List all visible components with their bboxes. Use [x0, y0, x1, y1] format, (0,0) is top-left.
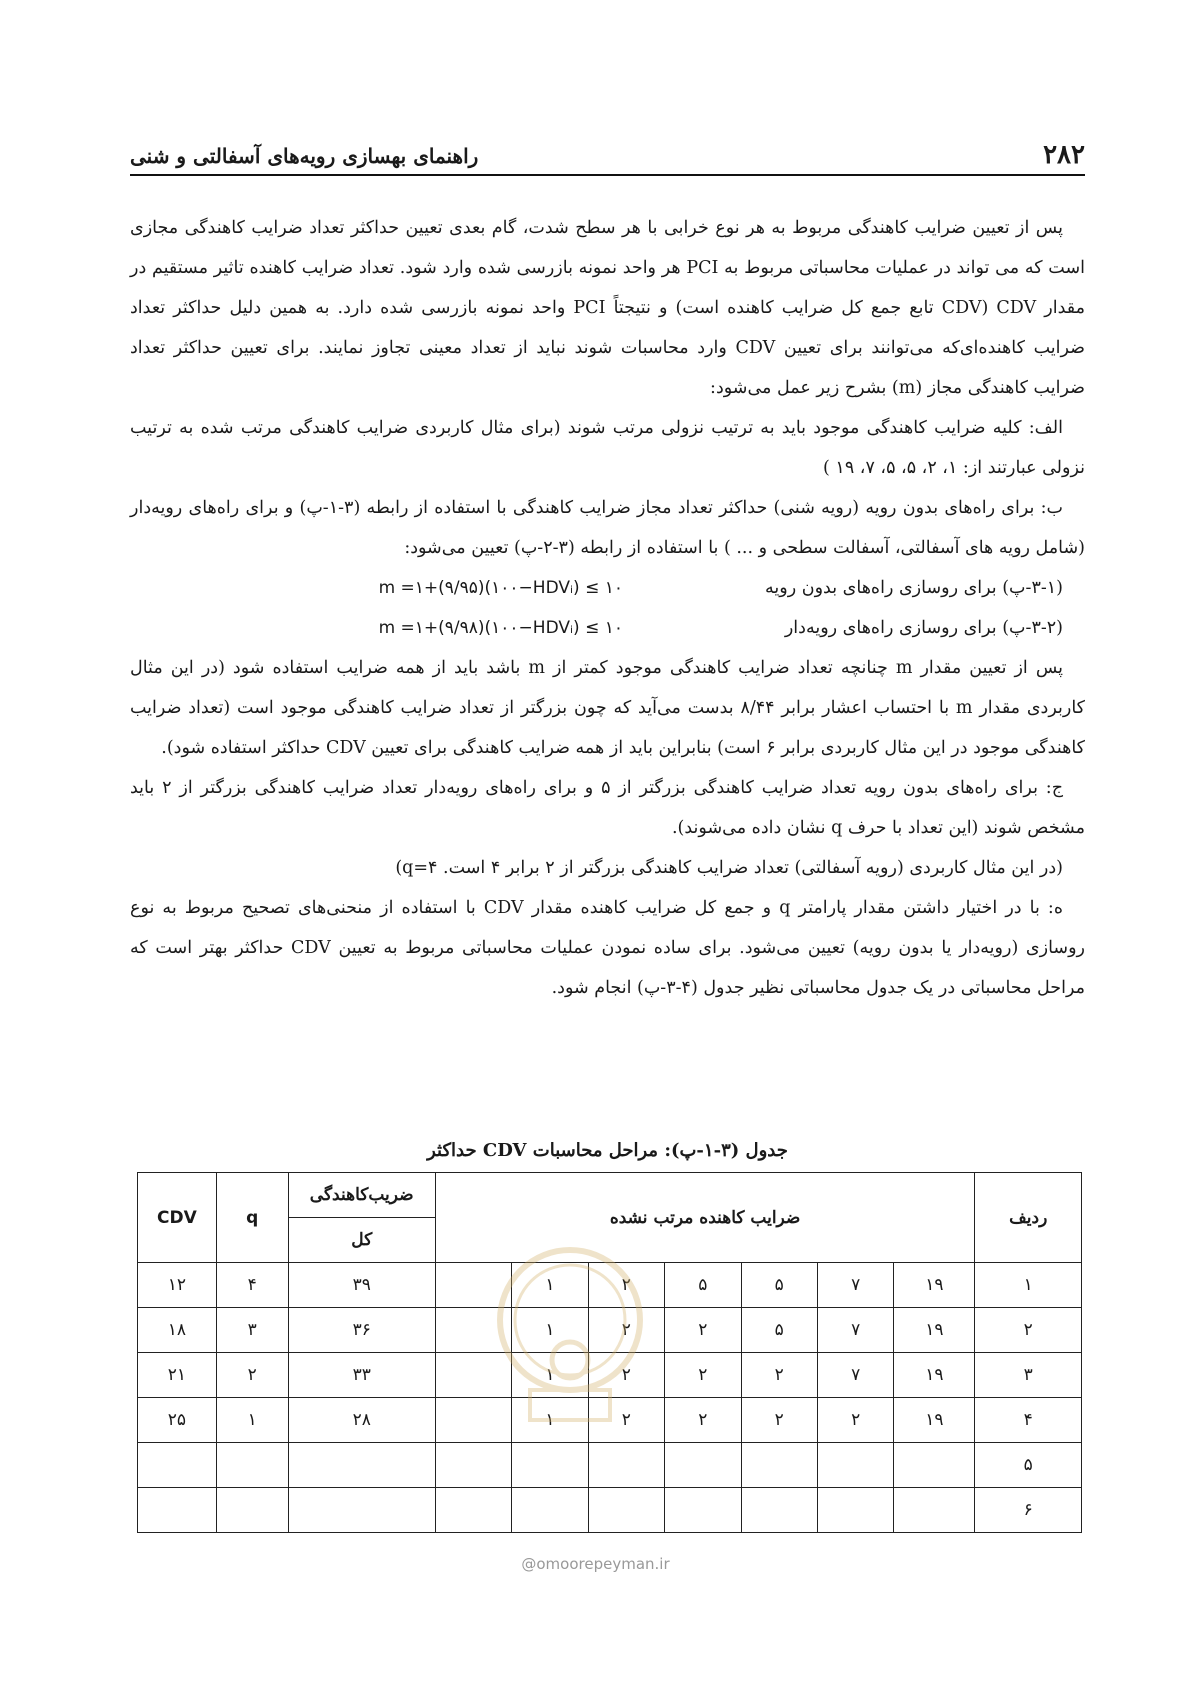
header-unsorted-values: ضرایب کاهنده مرتب نشده	[435, 1173, 975, 1263]
paragraph-step-c: ج: برای راه‌های بدون رویه تعداد ضرایب کاهندگی بزرگتر از ۵ و برای راه‌های رویه‌دار تعداد ضرایب کاهندگی بزرگتر از ۲ باید مشخص شوند (این تعداد با حرف q نشان داده می‌شوند).	[130, 778, 1085, 838]
table-row	[138, 1443, 1082, 1488]
cell-deduct-value	[512, 1488, 588, 1533]
paragraph-step-b: ب: برای راه‌های بدون رویه (رویه شنی) حداکثر تعداد مجاز ضرایب کاهندگی با استفاده از رابطه (۳-۱-پ) و برای راه‌های رویه‌دار (شامل رویه های آسفالتی، آسفالت سطحی و ... ) با استفاده از رابطه (۳-۲-پ) تعیین می‌شود:	[130, 498, 1085, 558]
header-total-line2: کل	[288, 1218, 435, 1263]
cell-q	[216, 1443, 288, 1488]
formula-label: (۳-۲-پ) برای روسازی راه‌های رویه‌دار	[784, 618, 1063, 638]
formula-expression: m =۱+(۹/۹۸)(۱۰۰−HDVᵢ) ≤ ۱۰	[378, 618, 623, 638]
cell-deduct-value	[741, 1443, 817, 1488]
header-total-line1: ضریب‌کاهندگی	[288, 1173, 435, 1218]
formula-label: (۳-۱-پ) برای روسازی راه‌های بدون رویه	[765, 578, 1063, 598]
cell-total-deduct: ۳۶	[288, 1308, 435, 1353]
cell-deduct-value: ۲	[665, 1308, 741, 1353]
header-row-number: ردیف	[975, 1173, 1082, 1263]
cell-deduct-value: ۱	[512, 1398, 588, 1443]
cell-row-number: ۵	[975, 1443, 1082, 1488]
cell-deduct-value	[588, 1443, 664, 1488]
cell-deduct-value	[741, 1488, 817, 1533]
cell-total-deduct: ۳۹	[288, 1263, 435, 1308]
header-q: q	[216, 1173, 288, 1263]
cell-deduct-value	[665, 1488, 741, 1533]
paragraph-intro: پس از تعیین ضرایب کاهندگی مربوط به هر نوع خرابی با هر سطح شدت، گام بعدی تعیین حداکثر تعداد ضرایب کاهندگی مجازی است که می تواند در عملیات محاسباتی مربوط به PCI هر واحد نمونه بازرسی شده وارد شود. تعداد ضرایب کاهنده تاثیر مستقیم در مقدار CDV (CDV تابع جمع کل ضرایب کاهنده است) و نتیجتاً PCI واحد نمونه بازرسی شده دارد. به همین دلیل حداکثر تعداد ضرایب کاهنده‌ای‌که می‌توانند برای تعیین CDV وارد محاسبات شوند نباید از تعداد معینی تجاوز نمایند. برای تعیین حداکثر تعداد ضرایب کاهندگی مجاز (m) بشرح زیر عمل می‌شود:	[130, 218, 1086, 398]
paragraph-example-q: (در این مثال کاربردی (رویه آسفالتی) تعداد ضرایب کاهندگی بزرگتر از ۲ برابر ۴ است. q=۴)	[395, 858, 1063, 878]
cell-deduct-value: ۷	[817, 1263, 893, 1308]
cell-q: ۳	[216, 1308, 288, 1353]
formula-unpaved	[130, 568, 1085, 608]
table-row	[138, 1488, 1082, 1533]
header-cdv: CDV	[138, 1173, 217, 1263]
cell-total-deduct	[288, 1488, 435, 1533]
cell-deduct-value: ۱	[512, 1308, 588, 1353]
cell-deduct-value	[894, 1443, 975, 1488]
cell-deduct-value: ۲	[588, 1398, 664, 1443]
formula-expression: m =۱+(۹/۹۵)(۱۰۰−HDVᵢ) ≤ ۱۰	[378, 578, 623, 598]
paragraph-step-e: ه: با در اختیار داشتن مقدار پارامتر q و جمع کل ضرایب کاهنده مقدار CDV با استفاده از منحنی‌های تصحیح مربوط به نوع روسازی (رویه‌دار یا بدون رویه) تعیین می‌شود. برای ساده نمودن عملیات محاسباتی مربوط به تعیین CDV حداکثر بهتر است که مراحل محاسباتی در یک جدول محاسباتی نظیر جدول (۴-۳-پ) انجام شود.	[130, 898, 1085, 998]
cell-deduct-value	[512, 1443, 588, 1488]
watermark-seal	[490, 1240, 650, 1430]
cell-deduct-value: ۲	[741, 1353, 817, 1398]
cell-q: ۱	[216, 1398, 288, 1443]
cell-row-number: ۶	[975, 1488, 1082, 1533]
cell-deduct-value: ۱	[512, 1263, 588, 1308]
watermark-site: @omoorepeyman.ir	[521, 1555, 670, 1573]
cell-deduct-value: ۵	[665, 1263, 741, 1308]
cell-deduct-value: ۱۹	[894, 1353, 975, 1398]
book-title: راهنمای بهسازی رویه‌های آسفالتی و شنی	[130, 144, 479, 168]
cell-deduct-value: ۱	[512, 1353, 588, 1398]
cell-deduct-value: ۲	[665, 1398, 741, 1443]
cell-cdv: ۱۸	[138, 1308, 217, 1353]
cell-deduct-value: ۲	[665, 1353, 741, 1398]
cell-deduct-value: ۵	[741, 1263, 817, 1308]
cell-q	[216, 1488, 288, 1533]
cell-total-deduct	[288, 1443, 435, 1488]
cell-deduct-value: ۲	[588, 1353, 664, 1398]
cell-deduct-value: ۲	[588, 1308, 664, 1353]
cell-q: ۴	[216, 1263, 288, 1308]
cell-cdv: ۱۲	[138, 1263, 217, 1308]
cell-total-deduct: ۳۳	[288, 1353, 435, 1398]
paragraph-m-value: پس از تعیین مقدار m چنانچه تعداد ضرایب کاهندگی موجود کمتر از m باشد باید از همه ضرایب استفاده شود (در این مثال کاربردی مقدار m با احتساب اعشار برابر ۸/۴۴ بدست می‌آید که چون بزرگتر از تعداد ضرایب کاهندگی موجود است (تعداد ضرایب کاهندگی موجود در این مثال کاربردی برابر ۶ است) بنابراین باید از همه ضرایب کاهندگی برای تعیین CDV حداکثر استفاده شود).	[130, 658, 1085, 758]
page-number: ۲۸۲	[1043, 140, 1085, 170]
cell-deduct-value	[588, 1488, 664, 1533]
cell-deduct-value	[817, 1443, 893, 1488]
formula-paved	[130, 608, 1085, 648]
cell-deduct-value	[817, 1488, 893, 1533]
cell-deduct-value: ۵	[741, 1308, 817, 1353]
cell-deduct-value	[665, 1443, 741, 1488]
cell-cdv	[138, 1488, 217, 1533]
cell-cdv	[138, 1443, 217, 1488]
cell-deduct-value: ۷	[817, 1308, 893, 1353]
cell-deduct-value: ۲	[741, 1398, 817, 1443]
cell-q: ۲	[216, 1353, 288, 1398]
table-caption: جدول (۳-۱-پ): مراحل محاسبات CDV حداکثر	[427, 1140, 788, 1161]
cell-row-number: ۲	[975, 1308, 1082, 1353]
cell-row-number: ۱	[975, 1263, 1082, 1308]
cell-deduct-value: ۲	[817, 1398, 893, 1443]
cell-cdv: ۲۵	[138, 1398, 217, 1443]
cell-deduct-value: ۷	[817, 1353, 893, 1398]
cell-deduct-value: ۲	[588, 1263, 664, 1308]
cell-deduct-value	[435, 1488, 511, 1533]
page-header	[130, 140, 1085, 176]
cell-deduct-value: ۱۹	[894, 1398, 975, 1443]
cell-deduct-value: ۱۹	[894, 1263, 975, 1308]
cell-deduct-value	[894, 1488, 975, 1533]
cell-deduct-value: ۱۹	[894, 1308, 975, 1353]
cell-cdv: ۲۱	[138, 1353, 217, 1398]
paragraph-step-a: الف: کلیه ضرایب کاهندگی موجود باید به ترتیب نزولی مرتب شوند (برای مثال کاربردی ضرایب کاهندگی مرتب شده به ترتیب نزولی عبارتند از: ۱، ۲، ۵، ۵، ۷، ۱۹ )	[130, 418, 1085, 478]
cell-deduct-value	[435, 1443, 511, 1488]
body-text	[130, 208, 1085, 1008]
cell-row-number: ۳	[975, 1353, 1082, 1398]
cell-total-deduct: ۲۸	[288, 1398, 435, 1443]
cell-row-number: ۴	[975, 1398, 1082, 1443]
